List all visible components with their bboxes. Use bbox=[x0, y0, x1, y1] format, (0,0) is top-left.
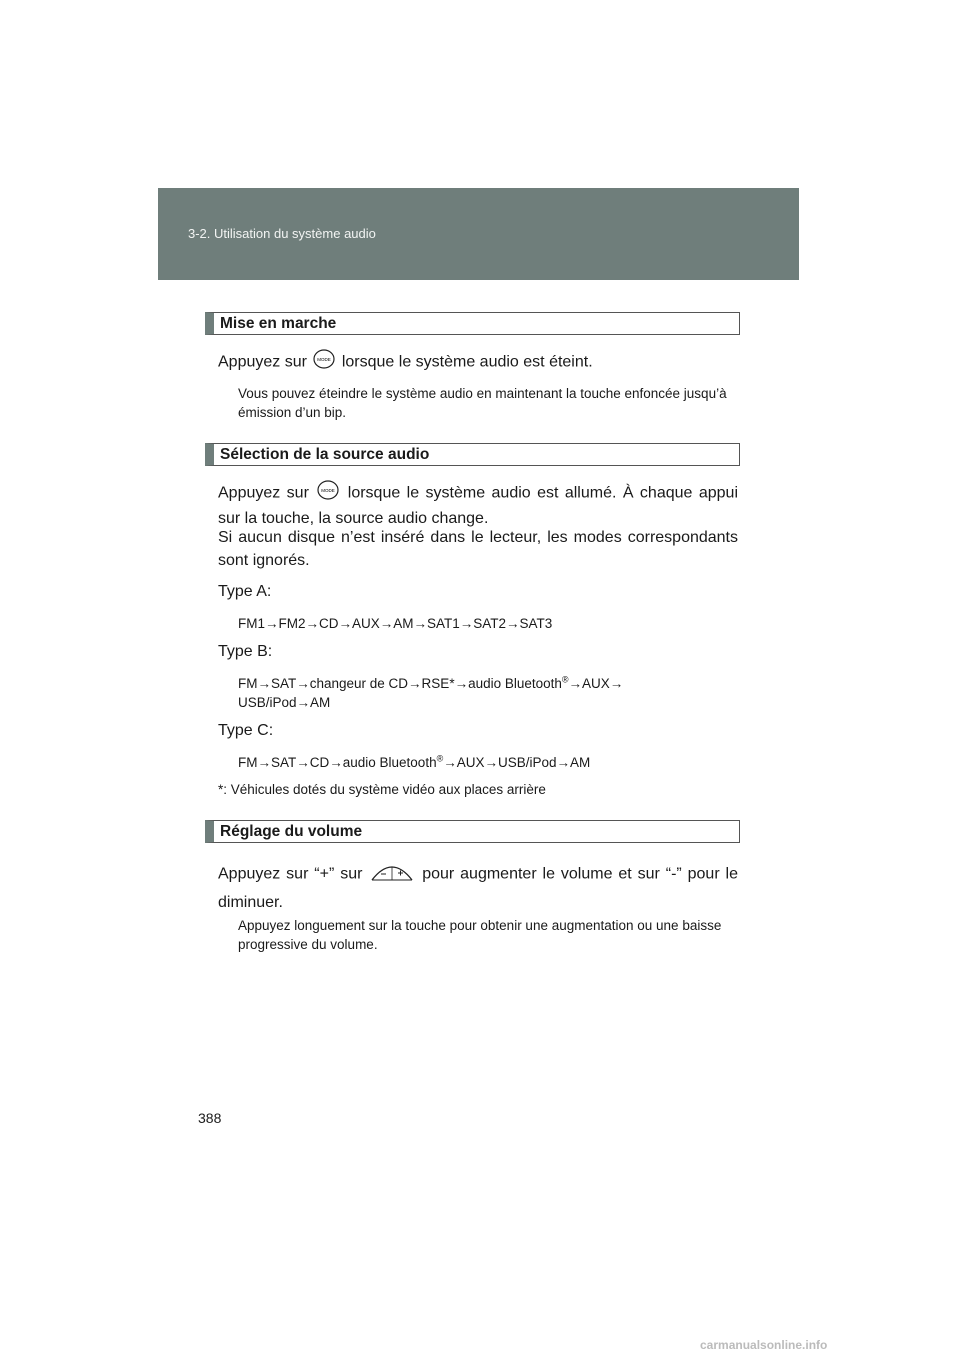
volume-rocker-icon bbox=[368, 858, 416, 891]
footnote: *: Véhicules dotés du système vidéo aux places arrière bbox=[218, 782, 546, 797]
svg-text:MODE: MODE bbox=[317, 357, 332, 362]
watermark: carmanualsonline.info bbox=[700, 1338, 828, 1352]
section-title-power: Mise en marche bbox=[205, 312, 740, 335]
type-a-label: Type A: bbox=[218, 583, 272, 600]
power-instruction bbox=[218, 349, 738, 376]
section-title-volume: Réglage du volume bbox=[205, 820, 740, 843]
type-c-sequence: FM→SAT→CD→audio Bluetooth®→AUX→USB/iPod→AM bbox=[238, 753, 591, 770]
header-band bbox=[158, 188, 799, 280]
svg-text:MODE: MODE bbox=[321, 488, 336, 493]
type-a-sequence: FM1→FM2→CD→AUX→AM→SAT1→SAT2→SAT3 bbox=[238, 616, 553, 631]
source-text-before: Appuyez sur bbox=[218, 484, 309, 502]
type-b-label: Type B: bbox=[218, 643, 273, 660]
power-text-after: lorsque le système audio est éteint. bbox=[341, 353, 593, 371]
source-text-after: lorsque le système audio est allumé. À chaque appui sur la touche, la source audio change. bbox=[218, 484, 738, 527]
mode-button-icon bbox=[315, 480, 341, 507]
source-instruction bbox=[218, 480, 738, 530]
power-text-before: Appuyez sur bbox=[218, 353, 307, 371]
volume-instruction bbox=[218, 858, 738, 914]
volume-text-before: Appuyez sur “+” sur bbox=[218, 865, 363, 883]
type-b-sequence: FM→SAT→changeur de CD→RSE*→audio Bluetooth®→AUX→ USB/iPod→AM bbox=[238, 674, 624, 710]
mode-button-icon bbox=[311, 349, 337, 376]
source-no-disc-text: Si aucun disque n’est inséré dans le lecteur, les modes correspondants sont ignorés. bbox=[218, 529, 738, 569]
page-number: 388 bbox=[198, 1110, 222, 1126]
volume-note: Appuyez longuement sur la touche pour obtenir une augmentation ou une baisse progressive du volume. bbox=[238, 918, 722, 952]
section-title-source: Sélection de la source audio bbox=[205, 443, 740, 466]
power-note: Vous pouvez éteindre le système audio en maintenant la touche enfoncée jusqu’à émission d’un bip. bbox=[238, 386, 727, 420]
breadcrumb: 3-2. Utilisation du système audio bbox=[188, 226, 376, 241]
volume-text-after: pour augmenter le volume et sur “-” pour le diminuer. bbox=[218, 865, 738, 911]
type-c-label: Type C: bbox=[218, 722, 274, 739]
